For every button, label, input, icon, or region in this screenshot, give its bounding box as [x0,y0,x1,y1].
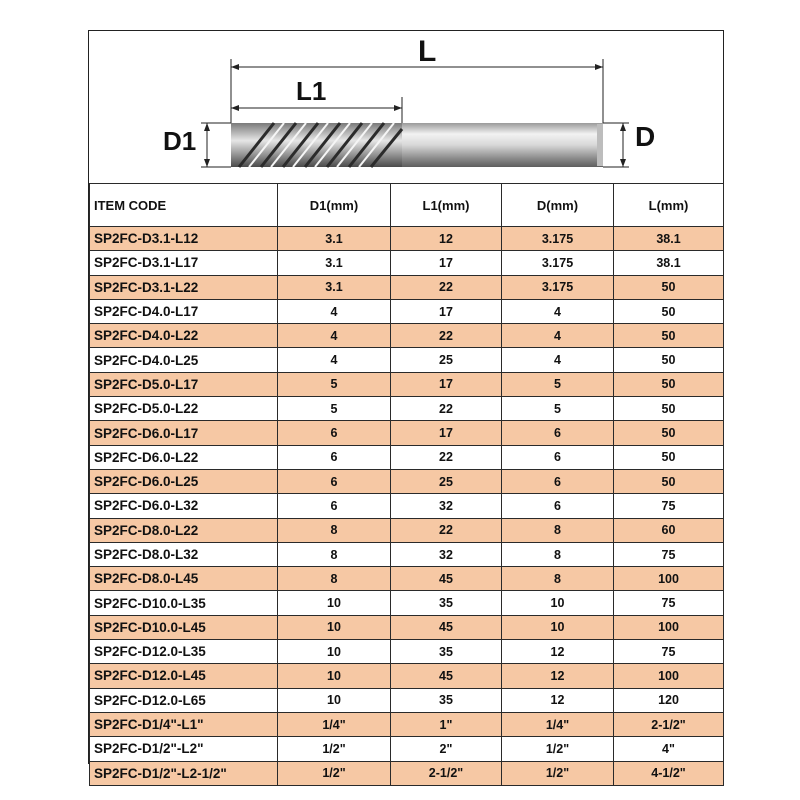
cell-d: 12 [502,664,614,688]
spec-table [89,183,724,786]
table-row [90,542,724,566]
cell-d1: 5 [278,372,391,396]
cell-d: 5 [502,397,614,421]
cell-d: 10 [502,591,614,615]
cell-l1: 45 [391,664,502,688]
cell-l: 50 [614,348,724,372]
cell-l1: 45 [391,567,502,591]
cell-item-code: SP2FC-D8.0-L45 [90,567,278,591]
table-row [90,275,724,299]
cell-l1: 22 [391,518,502,542]
cell-l: 38.1 [614,227,724,251]
cell-l: 50 [614,275,724,299]
label-d: D [635,121,656,152]
cell-l: 120 [614,688,724,712]
cell-item-code: SP2FC-D8.0-L32 [90,542,278,566]
cell-d: 3.175 [502,251,614,275]
cell-item-code: SP2FC-D4.0-L17 [90,299,278,323]
table-row [90,421,724,445]
table-body [90,227,724,786]
table-row [90,469,724,493]
cell-item-code: SP2FC-D6.0-L25 [90,469,278,493]
table-row [90,591,724,615]
cell-l1: 2-1/2" [391,761,502,785]
cell-l: 75 [614,494,724,518]
header-item-code: ITEM CODE [90,184,278,227]
cell-d: 8 [502,518,614,542]
cell-l: 2-1/2" [614,712,724,736]
cell-l: 50 [614,372,724,396]
table-header-row [90,184,724,227]
cell-l1: 25 [391,469,502,493]
table-row [90,640,724,664]
cell-d1: 8 [278,567,391,591]
cell-d: 6 [502,445,614,469]
cell-item-code: SP2FC-D12.0-L65 [90,688,278,712]
cell-item-code: SP2FC-D6.0-L17 [90,421,278,445]
cell-l: 60 [614,518,724,542]
cell-l1: 17 [391,299,502,323]
cell-item-code: SP2FC-D3.1-L12 [90,227,278,251]
table-row [90,494,724,518]
label-d1: D1 [163,126,197,156]
cell-item-code: SP2FC-D1/4"-L1" [90,712,278,736]
cell-item-code: SP2FC-D8.0-L22 [90,518,278,542]
cell-d1: 1/2" [278,737,391,761]
cell-d1: 8 [278,542,391,566]
cell-d: 1/2" [502,761,614,785]
cell-l: 100 [614,664,724,688]
cell-l1: 22 [391,397,502,421]
cell-d1: 10 [278,664,391,688]
cell-l: 50 [614,445,724,469]
cell-item-code: SP2FC-D12.0-L35 [90,640,278,664]
table-row [90,664,724,688]
header-l1: L1(mm) [391,184,502,227]
cell-item-code: SP2FC-D6.0-L32 [90,494,278,518]
cell-l1: 2" [391,737,502,761]
cell-l: 50 [614,299,724,323]
cell-d1: 6 [278,469,391,493]
cell-d1: 8 [278,518,391,542]
cell-d: 1/4" [502,712,614,736]
cell-l1: 25 [391,348,502,372]
cell-l1: 17 [391,251,502,275]
cell-l1: 17 [391,372,502,396]
table-row [90,567,724,591]
cell-d: 6 [502,469,614,493]
cell-d1: 1/4" [278,712,391,736]
table-row [90,324,724,348]
cell-d1: 6 [278,421,391,445]
shank-body [402,123,603,167]
cell-d1: 4 [278,348,391,372]
table-row [90,712,724,736]
cell-l1: 12 [391,227,502,251]
cell-l: 75 [614,640,724,664]
cell-l: 75 [614,542,724,566]
cell-d: 12 [502,640,614,664]
table-row [90,348,724,372]
cell-d1: 10 [278,615,391,639]
cell-item-code: SP2FC-D1/2"-L2" [90,737,278,761]
cell-d: 4 [502,299,614,323]
cell-l1: 22 [391,275,502,299]
cell-d1: 4 [278,299,391,323]
cell-d1: 10 [278,640,391,664]
cell-d1: 1/2" [278,761,391,785]
cell-d1: 5 [278,397,391,421]
cell-item-code: SP2FC-D3.1-L17 [90,251,278,275]
cell-item-code: SP2FC-D5.0-L17 [90,372,278,396]
cell-l: 50 [614,469,724,493]
cell-l1: 35 [391,591,502,615]
cell-d: 3.175 [502,275,614,299]
cell-d: 8 [502,567,614,591]
cell-d: 6 [502,421,614,445]
cell-item-code: SP2FC-D1/2"-L2-1/2" [90,761,278,785]
table-row [90,737,724,761]
cell-d: 8 [502,542,614,566]
cell-item-code: SP2FC-D10.0-L45 [90,615,278,639]
label-l: L [418,35,437,68]
header-d1: D1(mm) [278,184,391,227]
end-mill-drawing [89,31,723,181]
cell-d1: 3.1 [278,251,391,275]
table-row [90,397,724,421]
label-l1: L1 [296,76,327,106]
header-l: L(mm) [614,184,724,227]
table-row [90,227,724,251]
cell-item-code: SP2FC-D6.0-L22 [90,445,278,469]
table-row [90,688,724,712]
cell-d: 4 [502,324,614,348]
end-mill-diagram [89,31,723,181]
cell-l: 50 [614,397,724,421]
cell-l1: 35 [391,640,502,664]
header-d: D(mm) [502,184,614,227]
table-row [90,615,724,639]
cell-d1: 6 [278,445,391,469]
cell-l: 38.1 [614,251,724,275]
cell-l: 75 [614,591,724,615]
cell-d: 3.175 [502,227,614,251]
cell-d: 12 [502,688,614,712]
cell-item-code: SP2FC-D12.0-L45 [90,664,278,688]
cell-d: 6 [502,494,614,518]
cell-l: 4-1/2" [614,761,724,785]
table-row [90,299,724,323]
cell-l: 100 [614,615,724,639]
cell-l1: 17 [391,421,502,445]
cell-d1: 10 [278,591,391,615]
cell-d1: 4 [278,324,391,348]
cell-l: 50 [614,324,724,348]
cell-l: 100 [614,567,724,591]
cell-d1: 10 [278,688,391,712]
cell-d: 5 [502,372,614,396]
cell-l1: 22 [391,445,502,469]
cell-item-code: SP2FC-D5.0-L22 [90,397,278,421]
cell-d1: 6 [278,494,391,518]
table-row [90,372,724,396]
product-spec-frame [88,30,724,781]
cell-l1: 32 [391,494,502,518]
cell-d: 1/2" [502,737,614,761]
table-row [90,445,724,469]
cell-item-code: SP2FC-D10.0-L35 [90,591,278,615]
cell-d1: 3.1 [278,227,391,251]
cell-l1: 32 [391,542,502,566]
cell-item-code: SP2FC-D4.0-L25 [90,348,278,372]
table-row [90,761,724,785]
cell-item-code: SP2FC-D4.0-L22 [90,324,278,348]
cell-item-code: SP2FC-D3.1-L22 [90,275,278,299]
cell-l: 4" [614,737,724,761]
cell-d1: 3.1 [278,275,391,299]
table-row [90,518,724,542]
cell-l1: 1" [391,712,502,736]
cell-l1: 22 [391,324,502,348]
cell-l: 50 [614,421,724,445]
cell-d: 10 [502,615,614,639]
cell-d: 4 [502,348,614,372]
table-row [90,251,724,275]
cell-l1: 35 [391,688,502,712]
cell-l1: 45 [391,615,502,639]
